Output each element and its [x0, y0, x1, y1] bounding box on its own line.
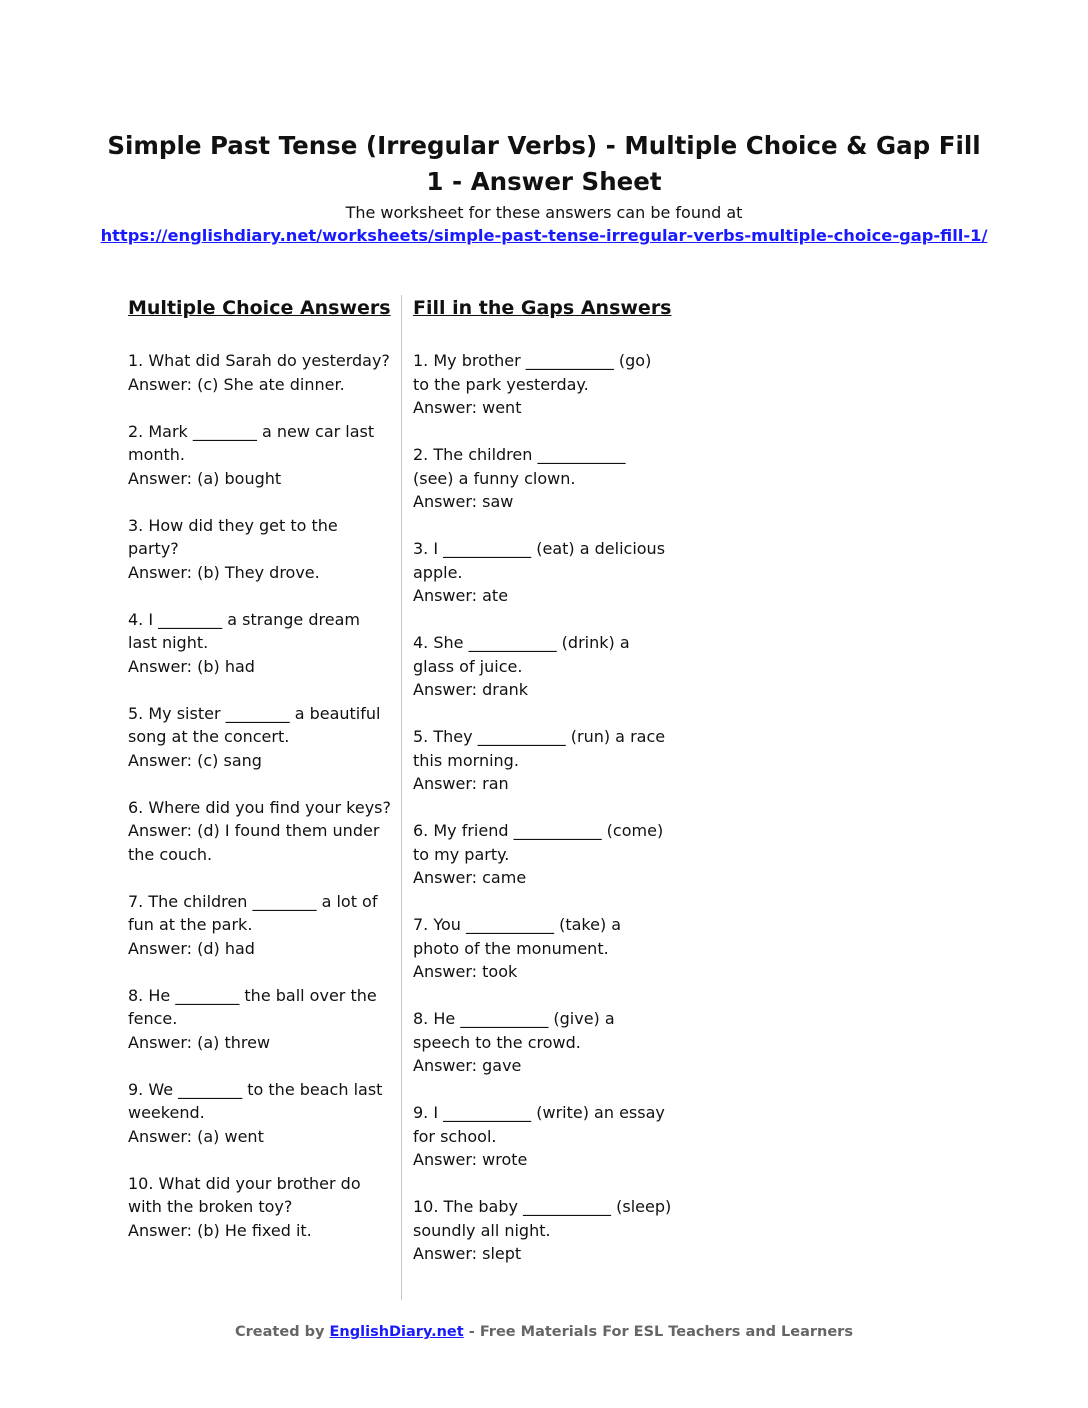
mc-question-line: last night. [128, 633, 209, 652]
gf-answer: Answer: slept [413, 1244, 522, 1263]
gf-question-line: speech to the crowd. [413, 1032, 581, 1052]
mc-question-line: fun at the park. [128, 915, 253, 934]
worksheet-link[interactable]: https://englishdiary.net/worksheets/simple-past-tense-irregular-verbs-multiple-choice-gap-fill-1/ [100, 226, 988, 245]
gf-item [413, 443, 703, 514]
gf-question-line: 9. I ___________ (write) an essay [413, 1103, 665, 1122]
gf-item [413, 349, 703, 420]
page-footer [0, 1322, 1088, 1342]
gf-question-line: glass of juice. [413, 656, 523, 676]
footer-prefix: Created by [235, 1324, 325, 1340]
gf-question-line: 8. He ___________ (give) a [413, 1009, 615, 1028]
gf-item [413, 913, 703, 984]
page-header [0, 128, 1088, 247]
mc-answer: Answer: (c) She ate dinner. [128, 374, 345, 394]
mc-question-line: party? [128, 539, 179, 558]
page-title: Simple Past Tense (Irregular Verbs) - Multiple Choice & Gap Fill 1 - Answer Sheet [107, 131, 981, 196]
mc-item [128, 349, 393, 396]
gf-question-line: 6. My friend ___________ (come) [413, 821, 664, 840]
gf-question-line: 5. They ___________ (run) a race [413, 727, 666, 746]
mc-item [128, 796, 393, 867]
gf-question-line: soundly all night. [413, 1220, 551, 1240]
mc-answer: Answer: (c) sang [128, 750, 262, 770]
footer-site-link[interactable]: EnglishDiary.net [329, 1324, 464, 1340]
mc-question-line: 9. We ________ to the beach last [128, 1079, 383, 1099]
gf-question-line: apple. [413, 562, 463, 582]
mc-question-line: 5. My sister ________ a beautiful [128, 703, 381, 723]
mc-answer: Answer: (b) They drove. [128, 562, 320, 582]
mc-question-line: Answer: (d) I found them under [128, 821, 380, 840]
column-divider [401, 295, 402, 1300]
gf-item [413, 537, 703, 608]
mc-item [128, 984, 393, 1055]
mc-answer: Answer: (a) threw [128, 1032, 271, 1052]
gf-answer: Answer: ate [413, 586, 509, 605]
mc-answer: the couch. [128, 844, 213, 864]
multiple-choice-column [128, 295, 393, 1266]
mc-item [128, 702, 393, 773]
mc-answer: Answer: (b) He fixed it. [128, 1220, 312, 1240]
gf-question-line: to the park yesterday. [413, 374, 589, 394]
gap-fill-heading: Fill in the Gaps Answers [413, 297, 672, 319]
mc-item [128, 420, 393, 491]
gf-answer: Answer: gave [413, 1056, 522, 1075]
gf-question-line: 4. She ___________ (drink) a [413, 633, 630, 652]
mc-question-line: 4. I ________ a strange dream [128, 609, 360, 629]
mc-answer: Answer: (b) had [128, 656, 255, 676]
mc-item [128, 608, 393, 679]
gf-question-line: photo of the monument. [413, 938, 609, 958]
mc-question-line: 6. Where did you find your keys? [128, 797, 391, 817]
mc-question-line: weekend. [128, 1103, 205, 1122]
gap-fill-column [413, 295, 703, 1289]
gf-item [413, 819, 703, 890]
gf-question-line: for school. [413, 1126, 497, 1146]
mc-question-line: 10. What did your brother do [128, 1173, 361, 1193]
gf-question-line: 2. The children ___________ [413, 445, 626, 464]
gf-question-line: 10. The baby ___________ (sleep) [413, 1197, 672, 1216]
gf-item [413, 1195, 703, 1266]
gf-answer: Answer: came [413, 868, 527, 887]
gf-item [413, 725, 703, 796]
mc-item [128, 1078, 393, 1149]
gf-question-line: to my party. [413, 844, 510, 864]
gf-question-line: 7. You ___________ (take) a [413, 915, 622, 934]
gap-fill-list [413, 349, 703, 1266]
mc-answer: Answer: (a) bought [128, 468, 282, 488]
multiple-choice-list [128, 349, 393, 1242]
multiple-choice-heading: Multiple Choice Answers [128, 297, 391, 319]
worksheet-note: The worksheet for these answers can be found at [345, 203, 743, 222]
mc-answer: Answer: (a) went [128, 1126, 264, 1146]
mc-question-line: with the broken toy? [128, 1197, 293, 1216]
gf-answer: Answer: drank [413, 680, 529, 699]
mc-question-line: 7. The children ________ a lot of [128, 891, 378, 911]
gf-answer: Answer: wrote [413, 1150, 528, 1169]
gf-answer: Answer: ran [413, 774, 509, 793]
gf-question-line: this morning. [413, 750, 519, 770]
footer-suffix: - Free Materials For ESL Teachers and Learners [468, 1324, 853, 1340]
gf-item [413, 1007, 703, 1078]
mc-item [128, 1172, 393, 1243]
gf-item [413, 631, 703, 702]
gf-question-line: (see) a funny clown. [413, 468, 576, 488]
gf-question-line: 3. I ___________ (eat) a delicious [413, 539, 666, 558]
gf-answer: Answer: went [413, 398, 522, 417]
mc-question-line: fence. [128, 1009, 178, 1028]
mc-answer: Answer: (d) had [128, 938, 255, 958]
gf-item [413, 1101, 703, 1172]
mc-question-line: month. [128, 445, 186, 464]
gf-answer: Answer: saw [413, 492, 514, 511]
mc-question-line: 3. How did they get to the [128, 515, 338, 535]
mc-item [128, 890, 393, 961]
mc-item [128, 514, 393, 585]
gf-answer: Answer: took [413, 962, 518, 981]
mc-question-line: 2. Mark ________ a new car last [128, 421, 375, 441]
mc-question-line: 8. He ________ the ball over the [128, 985, 377, 1005]
gf-question-line: 1. My brother ___________ (go) [413, 351, 652, 370]
mc-question-line: song at the concert. [128, 727, 290, 746]
mc-question-line: 1. What did Sarah do yesterday? [128, 351, 390, 370]
